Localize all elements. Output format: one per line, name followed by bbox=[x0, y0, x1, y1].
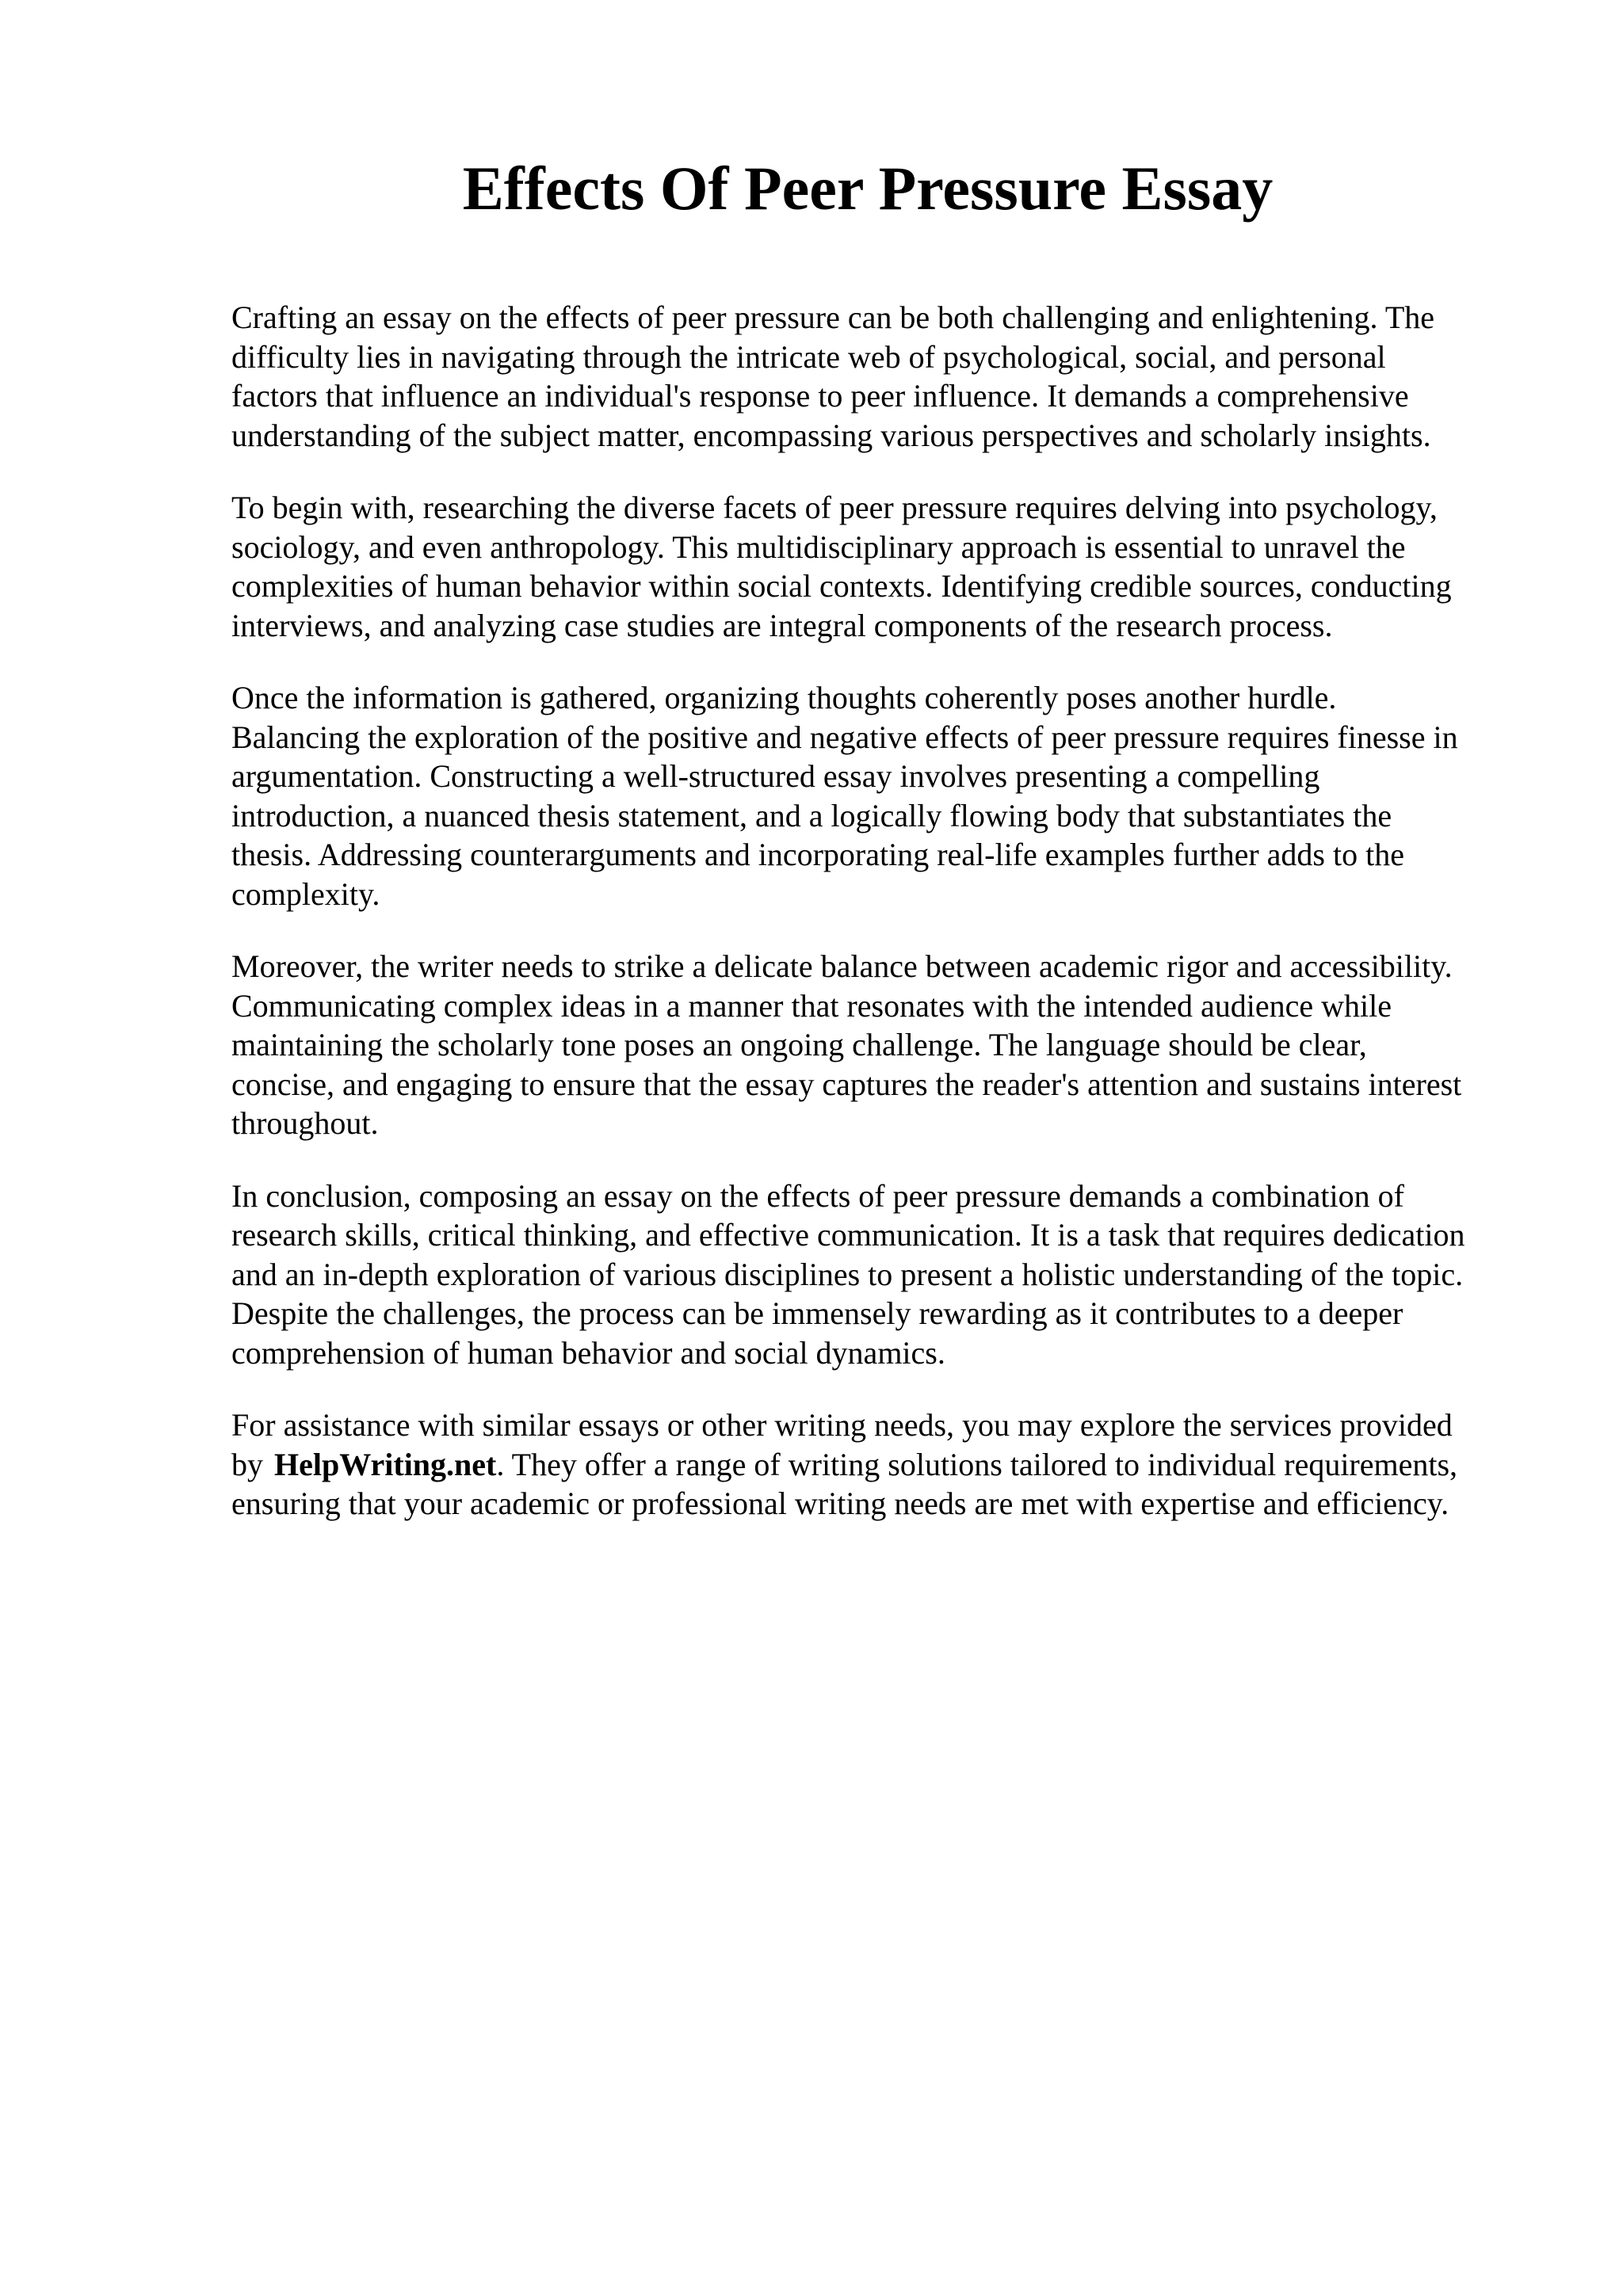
text-line: complexity. bbox=[231, 875, 380, 912]
text-line: argumentation. Constructing a well-structured essay involves presenting a compelling bbox=[231, 758, 1320, 794]
text-line: and an in-depth exploration of various disciplines to present a holistic understanding of the topic. bbox=[231, 1256, 1464, 1292]
text-line: factors that influence an individual's response to peer influence. It demands a comprehensive bbox=[231, 378, 1409, 414]
paragraph-4 bbox=[231, 947, 1531, 1143]
text-line: In conclusion, composing an essay on the effects of peer pressure demands a combination of bbox=[231, 1177, 1404, 1214]
essay-body bbox=[231, 298, 1531, 1557]
document-title: Effects Of Peer Pressure Essay bbox=[462, 154, 1274, 223]
text-line: throughout. bbox=[231, 1105, 379, 1141]
text-line: Crafting an essay on the effects of peer pressure can be both challenging and enlightening. The bbox=[231, 299, 1435, 335]
paragraph-5 bbox=[231, 1177, 1531, 1373]
text-line: comprehension of human behavior and social dynamics. bbox=[231, 1334, 945, 1371]
text-line: thesis. Addressing counterarguments and incorporating real-life examples further adds to the bbox=[231, 837, 1404, 872]
text-line: complexities of human behavior within social contexts. Identifying credible sources, conducting bbox=[231, 568, 1452, 604]
text-line: Balancing the exploration of the positive and negative effects of peer pressure requires finesse in bbox=[231, 719, 1458, 755]
text-line: For assistance with similar essays or other writing needs, you may explore the services provided bbox=[231, 1407, 1453, 1443]
text-line: Communicating complex ideas in a manner that resonates with the intended audience while bbox=[231, 987, 1392, 1024]
text-line: ensuring that your academic or professional writing needs are met with expertise and efficiency. bbox=[231, 1486, 1449, 1521]
text-line: understanding of the subject matter, encompassing various perspectives and scholarly insights. bbox=[231, 417, 1431, 453]
helpwriting-link[interactable]: HelpWriting.net bbox=[274, 1446, 497, 1482]
text-line: interviews, and analyzing case studies are integral components of the research process. bbox=[231, 607, 1333, 643]
paragraph-1 bbox=[231, 298, 1531, 455]
text-line-with-link bbox=[231, 1445, 1531, 1485]
text-line: introduction, a nuanced thesis statement, and a logically flowing body that substantiates the bbox=[231, 797, 1392, 833]
text-line: maintaining the scholarly tone poses an ongoing challenge. The language should be clear, bbox=[231, 1027, 1367, 1062]
paragraph-3 bbox=[231, 678, 1531, 913]
text-line: research skills, critical thinking, and effective communication. It is a task that requires dedication bbox=[231, 1217, 1465, 1253]
text-fragment: by bbox=[231, 1446, 263, 1482]
text-line: difficulty lies in navigating through the intricate web of psychological, social, and personal bbox=[231, 338, 1386, 375]
text-line: To begin with, researching the diverse facets of peer pressure requires delving into psychology, bbox=[231, 490, 1438, 525]
text-line: concise, and engaging to ensure that the essay captures the reader's attention and sustains interest bbox=[231, 1066, 1462, 1102]
text-line: Once the information is gathered, organizing thoughts coherently poses another hurdle. bbox=[231, 680, 1337, 715]
closing-paragraph bbox=[231, 1405, 1531, 1524]
text-line: Moreover, the writer needs to strike a delicate balance between academic rigor and accessibility. bbox=[231, 948, 1453, 984]
text-line: sociology, and even anthropology. This multidisciplinary approach is essential to unravel the bbox=[231, 528, 1406, 565]
text-line: Despite the challenges, the process can be immensely rewarding as it contributes to a deeper bbox=[231, 1295, 1403, 1331]
text-fragment: . They offer a range of writing solutions tailored to individual requirements, bbox=[496, 1446, 1458, 1482]
paragraph-2 bbox=[231, 488, 1531, 645]
